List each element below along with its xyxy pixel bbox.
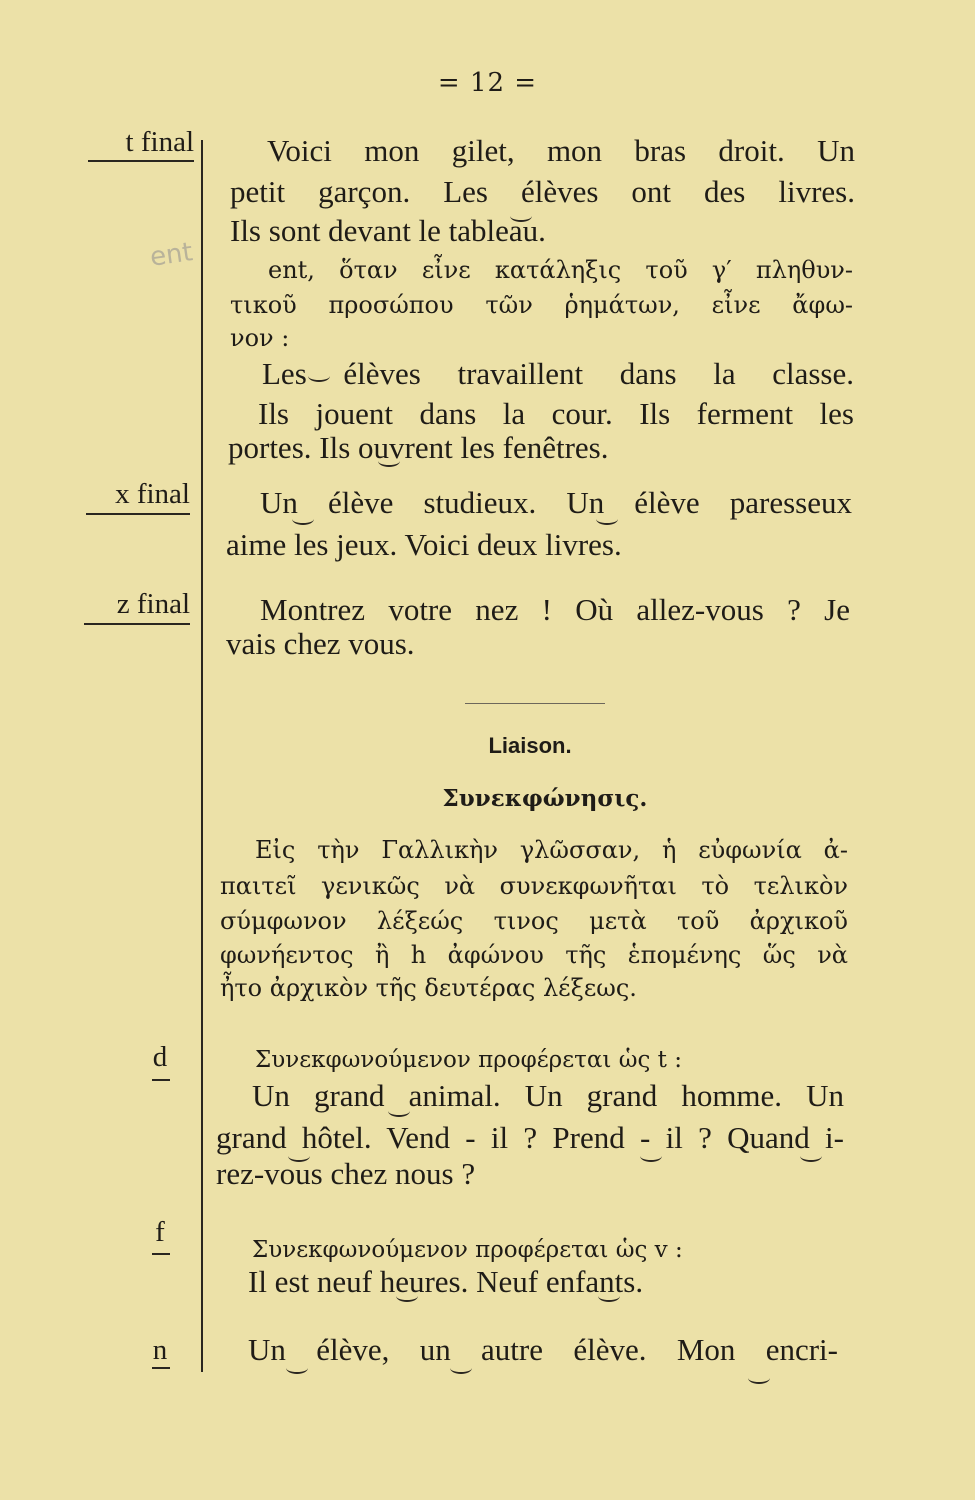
- liaison-mark: [288, 1150, 310, 1162]
- margin-note-f: f: [155, 1216, 165, 1248]
- greek-line: φωνήεντος ἢ h ἀφώνου τῆς ἑπομένης ὥς νὰ: [220, 941, 848, 969]
- margin-note-t-final: t final: [125, 126, 194, 158]
- text-line: petit garçon. Les élèves ont des livres.: [230, 174, 855, 209]
- section-separator: [465, 703, 605, 704]
- liaison-mark: [598, 1290, 620, 1302]
- page-number: = 12 =: [437, 68, 538, 98]
- greek-line: Εἰς τὴν Γαλλικὴν γλῶσσαν, ἡ εὐφωνία ἀ-: [255, 836, 848, 864]
- liaison-mark: [388, 1105, 410, 1117]
- liaison-mark: [396, 1290, 418, 1302]
- margin-underline: [152, 1079, 170, 1081]
- margin-note-z-final: z final: [116, 588, 190, 620]
- margin-underline: [152, 1367, 170, 1369]
- liaison-mark: [748, 1372, 770, 1384]
- margin-underline: [86, 513, 190, 515]
- liaison-mark: [510, 210, 532, 222]
- text-line: Voici mon gilet, mon bras droit. Un: [267, 133, 855, 168]
- text-line: Un grand animal. Un grand homme. Un: [252, 1078, 844, 1113]
- text-line: rez-vous chez nous ?: [216, 1156, 476, 1191]
- greek-line: ἦτο ἀρχικὸν τῆς δευτέρας λέξεως.: [220, 974, 637, 1002]
- text-line: aime les jeux. Voici deux livres.: [226, 527, 622, 562]
- margin-note-x-final: x final: [115, 478, 190, 510]
- liaison-mark: [292, 513, 314, 525]
- section-title: Liaison.: [488, 733, 572, 758]
- greek-line: νον :: [230, 324, 290, 352]
- margin-underline: [84, 623, 190, 625]
- liaison-mark: [378, 455, 400, 467]
- text-line: Un élève studieux. Un élève paresseux: [260, 485, 852, 520]
- margin-underline: [88, 160, 194, 162]
- greek-section-title: Συνεκφώνησις.: [442, 785, 648, 812]
- greek-line: σύμφωνον λέξεώς τινος μετὰ τοῦ ἀρχικοῦ: [220, 907, 848, 935]
- text-line: Les élèves travaillent dans la classe.: [262, 356, 854, 391]
- liaison-mark: [450, 1362, 472, 1374]
- liaison-mark: [640, 1150, 662, 1162]
- liaison-mark: [308, 370, 330, 382]
- text-line: Ils sont devant le tableau.: [230, 213, 546, 248]
- text-line: Un élève, un autre élève. Mon encri-: [248, 1332, 838, 1367]
- greek-line: παιτεῖ γενικῶς νὰ συνεκφωνῆται τὸ τελικὸν: [220, 872, 848, 900]
- liaison-mark: [596, 513, 618, 525]
- margin-underline: [152, 1253, 170, 1255]
- margin-note-n: n: [152, 1334, 168, 1366]
- text-line: vais chez vous.: [226, 626, 415, 661]
- text-line: grand hôtel. Vend - il ? Prend - il ? Quand i-: [216, 1120, 844, 1155]
- greek-line: τικοῦ προσώπου τῶν ῥημάτων, εἶνε ἄφω-: [230, 291, 853, 319]
- greek-line: ent, ὅταν εἶνε κατάληξις τοῦ γ′ πληθυν-: [268, 256, 853, 284]
- greek-line: Συνεκφωνούμενον προφέρεται ὡς t :: [255, 1047, 682, 1073]
- text-line: Il est neuf heures. Neuf enfants.: [248, 1264, 644, 1299]
- text-line: portes. Ils ouvrent les fenêtres.: [228, 430, 609, 465]
- pencil-annotation: ent: [148, 237, 195, 273]
- liaison-mark: [800, 1150, 822, 1162]
- text-line: Montrez votre nez ! Où allez-vous ? Je: [260, 592, 850, 627]
- liaison-mark: [286, 1362, 308, 1374]
- text-line: Ils jouent dans la cour. Ils ferment les: [258, 396, 854, 431]
- greek-line: Συνεκφωνούμενον προφέρεται ὡς v :: [252, 1237, 683, 1263]
- margin-note-d: d: [152, 1041, 168, 1073]
